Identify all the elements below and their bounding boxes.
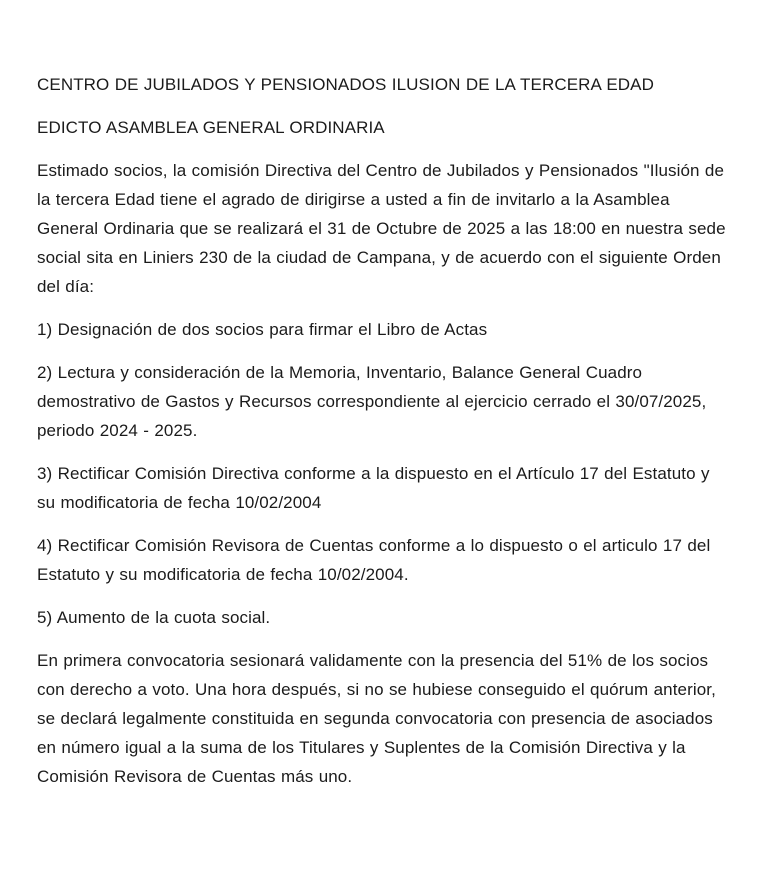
document-title: CENTRO DE JUBILADOS Y PENSIONADOS ILUSION DE LA TERCERA EDAD bbox=[37, 75, 654, 94]
agenda-item-1: 1) Designación de dos socios para firmar el Libro de Actas bbox=[37, 320, 488, 339]
document-subtitle: EDICTO ASAMBLEA GENERAL ORDINARIA bbox=[37, 118, 385, 137]
agenda-item-4: 4) Rectificar Comisión Revisora de Cuentas conforme a lo dispuesto o el articulo 17 del Estatuto y su modificatoria de fecha 10/02/2004. bbox=[37, 536, 711, 584]
agenda-item-3: 3) Rectificar Comisión Directiva conforme a la dispuesto en el Artículo 17 del Estatuto y su modificatoria de fecha 10/02/2004 bbox=[37, 464, 710, 512]
agenda-item-2: 2) Lectura y consideración de la Memoria, Inventario, Balance General Cuadro demostrativo de Gastos y Recursos correspondiente al ejercicio cerrado el 30/07/2025, periodo 2024 - 2025. bbox=[37, 363, 707, 440]
agenda-item-5: 5) Aumento de la cuota social. bbox=[37, 608, 271, 627]
closing-paragraph: En primera convocatoria sesionará validamente con la presencia del 51% de los socios con derecho a voto. Una hora después, si no se hubiese conseguido el quórum anterior, se declará legalmente constituida en segunda convocatoria con presencia de asociados en número igual a la suma de los Titulares y Suplentes de la Comisión Directiva y la Comisión Revisora de Cuentas más uno. bbox=[37, 651, 716, 786]
intro-paragraph: Estimado socios, la comisión Directiva del Centro de Jubilados y Pensionados "Ilusión de la tercera Edad tiene el agrado de dirigirse a usted a fin de invitarlo a la Asamblea General Ordinaria que se realizará el 31 de Octubre de 2025 a las 18:00 en nuestra sede social sita en Liniers 230 de la ciudad de Campana, y de acuerdo con el siguiente Orden del día: bbox=[37, 161, 726, 296]
